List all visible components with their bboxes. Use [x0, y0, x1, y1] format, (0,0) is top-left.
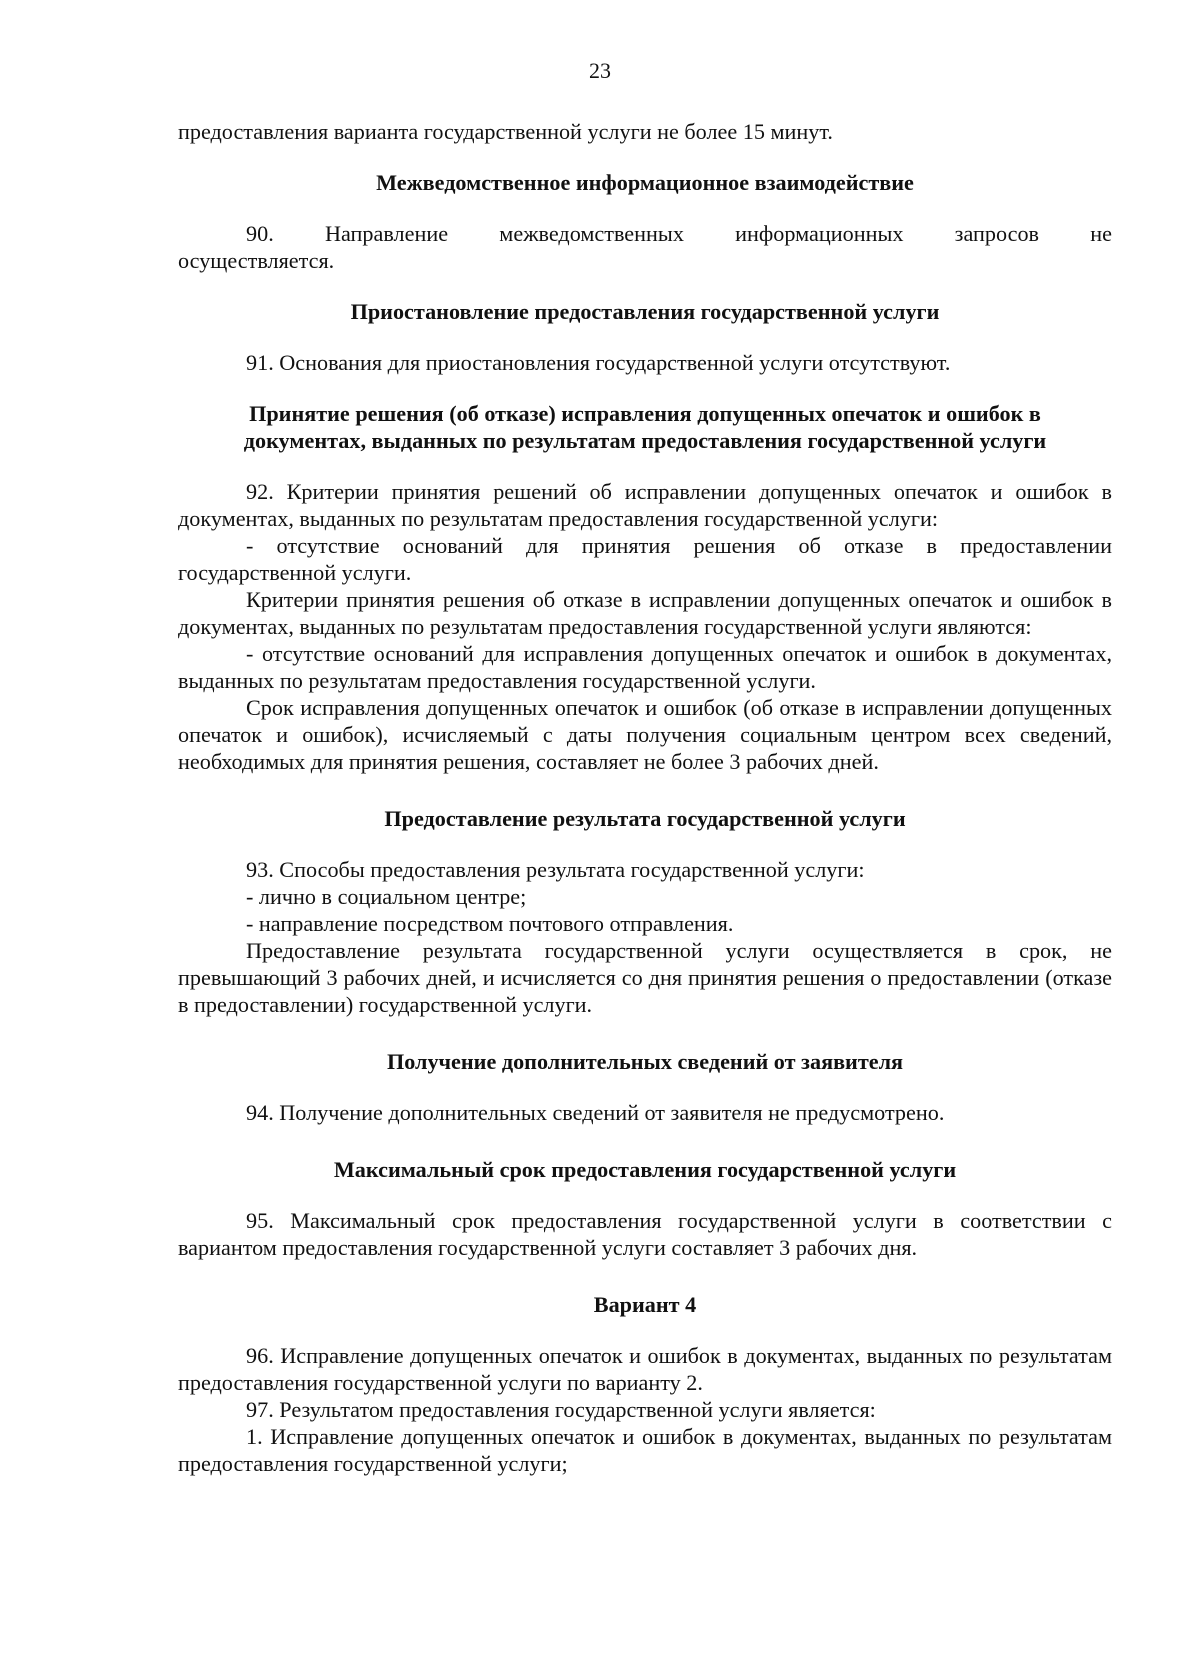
- page-number: 23: [589, 58, 611, 83]
- paragraph-93-item2: - направление посредством почтового отправления.: [246, 911, 734, 936]
- paragraph-92-term: Срок исправления допущенных опечаток и ошибок (об отказе в исправлении допущенных опечаток и ошибок), исчисляемый с даты получения социальным центром всех сведений, необходимых для принятия решения, составляет не более 3 рабочих дней.: [178, 695, 1112, 774]
- paragraph-97-item1: 1. Исправление допущенных опечаток и ошибок в документах, выданных по результатам предоставления государственной услуги;: [178, 1424, 1112, 1476]
- document-body: [178, 118, 1112, 1477]
- paragraph-90-cont: осуществляется.: [178, 248, 335, 273]
- heading-interagency: Межведомственное информационное взаимодействие: [376, 170, 914, 195]
- paragraph-92-item1: - отсутствие оснований для принятия решения об отказе в предоставлении государственной услуги.: [178, 533, 1112, 585]
- paragraph-continuation: предоставления варианта государственной услуги не более 15 минут.: [178, 119, 833, 144]
- paragraph-92-refusal-criteria: Критерии принятия решения об отказе в исправлении допущенных опечаток и ошибок в документах, выданных по результатам предоставления государственной услуги являются:: [178, 587, 1112, 639]
- paragraph-96: 96. Исправление допущенных опечаток и ошибок в документах, выданных по результатам предоставления государственной услуги по варианту 2.: [178, 1343, 1112, 1395]
- paragraph-90: 90. Направление межведомственных информационных запросов не: [246, 221, 1112, 246]
- paragraph-91: 91. Основания для приостановления государственной услуги отсутствуют.: [246, 350, 951, 375]
- paragraph-97: 97. Результатом предоставления государственной услуги является:: [246, 1397, 876, 1422]
- paragraph-95: 95. Максимальный срок предоставления государственной услуги в соответствии с вариантом предоставления государственной услуги составляет 3 рабочих дня.: [178, 1208, 1112, 1260]
- paragraph-93: 93. Способы предоставления результата государственной услуги:: [246, 857, 865, 882]
- heading-error-correction-line2: документах, выданных по результатам предоставления государственной услуги: [243, 428, 1047, 453]
- paragraph-92: 92. Критерии принятия решений об исправлении допущенных опечаток и ошибок в документах, выданных по результатам предоставления государственной услуги:: [178, 479, 1112, 531]
- heading-additional-info: Получение дополнительных сведений от заявителя: [386, 1049, 904, 1074]
- paragraph-93-term: Предоставление результата государственной услуги осуществляется в срок, не превышающий 3 рабочих дней, и исчисляется со дня принятия решения о предоставлении (отказе в предоставлении) государственной услуги.: [178, 938, 1112, 1017]
- heading-suspension: Приостановление предоставления государственной услуги: [350, 299, 940, 324]
- heading-max-term: Максимальный срок предоставления государственной услуги: [333, 1157, 957, 1182]
- heading-error-correction-line1: Принятие решения (об отказе) исправления допущенных опечаток и ошибок в: [249, 401, 1041, 426]
- paragraph-94: 94. Получение дополнительных сведений от заявителя не предусмотрено.: [246, 1100, 945, 1125]
- heading-variant-4: Вариант 4: [593, 1292, 697, 1317]
- heading-result-delivery: Предоставление результата государственной услуги: [384, 806, 906, 831]
- paragraph-93-item1: - лично в социальном центре;: [246, 884, 527, 909]
- paragraph-92-item2: - отсутствие оснований для исправления допущенных опечаток и ошибок в документах, выданных по результатам предоставления государственной услуги.: [178, 641, 1112, 693]
